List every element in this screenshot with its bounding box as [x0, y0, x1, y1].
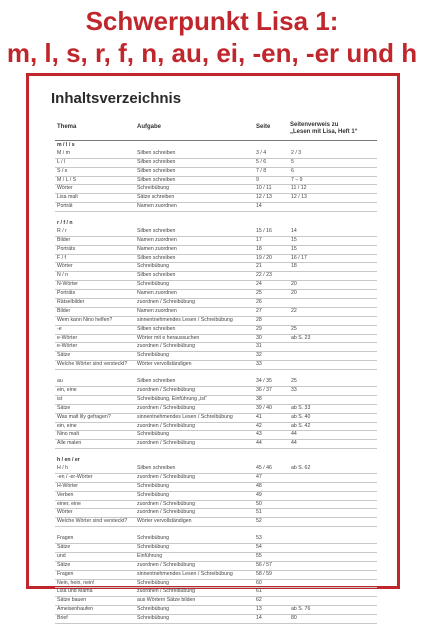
- cell-seite: 36 / 37: [256, 386, 272, 393]
- table-row: [55, 272, 377, 281]
- table-row: [55, 501, 377, 510]
- section-heading: [55, 142, 377, 150]
- cell-seite: 62: [256, 597, 262, 604]
- worksheet-header: [0, 0, 424, 70]
- cell-verweis: 44: [291, 431, 297, 438]
- cell-seite: 26: [256, 299, 262, 306]
- cell-seite: 29: [256, 325, 262, 332]
- table-row: [55, 177, 377, 186]
- column-header-seitenverweis: [290, 122, 358, 136]
- table-row: [55, 352, 377, 361]
- cell-thema: Bilder: [57, 307, 71, 314]
- cell-seite: 9: [256, 176, 259, 183]
- cell-thema: Nino malt: [57, 431, 79, 438]
- cell-thema: au: [57, 378, 63, 385]
- cell-thema: r / f / n: [57, 220, 73, 227]
- cell-aufgabe: Silben schreiben: [137, 325, 176, 332]
- cell-thema: N-Wörter: [57, 281, 79, 288]
- table-row: [55, 299, 377, 308]
- cell-aufgabe: sinnentnehmendes Lesen / Schreibübung: [137, 570, 233, 577]
- table-row: [55, 378, 377, 387]
- cell-verweis: 20: [291, 290, 297, 297]
- cell-seite: 47: [256, 473, 262, 480]
- cell-seite: 32: [256, 352, 262, 359]
- cell-thema: e-Wörter: [57, 343, 78, 350]
- column-header-aufgabe: Aufgabe: [137, 124, 161, 130]
- cell-aufgabe: Sätze schreiben: [137, 194, 175, 201]
- cell-seite: 12 / 13: [256, 194, 272, 201]
- cell-aufgabe: Wörter vervollständigen: [137, 361, 192, 368]
- table-row: [55, 544, 377, 553]
- cell-aufgabe: Namen zuordnen: [137, 245, 177, 252]
- cell-verweis: 25: [291, 378, 297, 385]
- column-header-seite: Seite: [256, 124, 271, 130]
- table-row: [55, 474, 377, 483]
- cell-seite: 7 / 8: [256, 167, 267, 174]
- cell-seite: 10 / 11: [256, 185, 272, 192]
- cell-seite: 52: [256, 518, 262, 525]
- cell-aufgabe: Schreibübung: [137, 535, 170, 542]
- section-heading: [55, 457, 377, 465]
- cell-verweis: 5: [291, 158, 294, 165]
- cell-verweis: 80: [291, 615, 297, 622]
- table-row: [55, 606, 377, 615]
- cell-seite: 45 / 46: [256, 464, 272, 471]
- cell-thema: h / en / er: [57, 457, 80, 464]
- cell-aufgabe: Silben schreiben: [137, 158, 176, 165]
- cell-aufgabe: Silben schreiben: [137, 167, 176, 174]
- cell-seite: 43: [256, 431, 262, 438]
- table-row: [55, 465, 377, 474]
- cell-thema: m / l / s: [57, 142, 75, 148]
- table-row: [55, 440, 377, 449]
- cell-thema: ist: [57, 395, 63, 402]
- cell-aufgabe: Namen zuordnen: [137, 307, 177, 314]
- cell-aufgabe: Silben schreiben: [137, 464, 176, 471]
- cell-thema: S / s: [57, 167, 68, 174]
- cell-seite: 58 / 59: [256, 570, 272, 577]
- table-row: [55, 361, 377, 370]
- cell-thema: Sätze: [57, 543, 71, 550]
- cell-seite: 21: [256, 263, 262, 270]
- cell-thema: Was malt lily gefragen?: [57, 413, 111, 420]
- cell-seite: 53: [256, 535, 262, 542]
- header-divider: [55, 140, 377, 141]
- table-row: [55, 405, 377, 414]
- cell-aufgabe: Silben schreiben: [137, 378, 176, 385]
- cell-thema: Welche Wörter sind versteckt?: [57, 361, 128, 368]
- cell-aufgabe: zuordnen / Schreibübung: [137, 386, 195, 393]
- table-row: [55, 518, 377, 527]
- cell-seite: 19 / 20: [256, 254, 272, 261]
- cell-verweis: 6: [291, 167, 294, 174]
- cell-aufgabe: Schreibübung: [137, 615, 170, 622]
- cell-seite: 13: [256, 606, 262, 613]
- cell-seite: 14: [256, 615, 262, 622]
- table-row: [55, 290, 377, 299]
- cell-thema: L / l: [57, 158, 66, 165]
- column-header-thema: Thema: [57, 124, 77, 130]
- cell-thema: M / L / S: [57, 176, 77, 183]
- cell-aufgabe: Silben schreiben: [137, 272, 176, 279]
- cell-thema: N / n: [57, 272, 68, 279]
- cell-aufgabe: Namen zuordnen: [137, 203, 177, 210]
- cell-aufgabe: Wörter vervollständigen: [137, 518, 192, 525]
- cell-seite: 34 / 35: [256, 378, 272, 385]
- cell-verweis: 14: [291, 227, 297, 234]
- cell-thema: ein, eine: [57, 386, 77, 393]
- cell-seite: 50: [256, 500, 262, 507]
- cell-verweis: ab S. 42: [291, 422, 311, 429]
- table-row: [55, 387, 377, 396]
- table-row: [55, 150, 377, 159]
- cell-thema: H / h: [57, 464, 68, 471]
- table-row: [55, 185, 377, 194]
- cell-thema: R / r: [57, 227, 67, 234]
- cell-thema: ein, eine: [57, 422, 77, 429]
- cell-thema: F / f: [57, 254, 66, 261]
- cell-thema: und: [57, 552, 66, 559]
- cell-seite: 41: [256, 413, 262, 420]
- cell-thema: Sätze bauen: [57, 597, 87, 604]
- cell-aufgabe: Schreibübung: [137, 352, 170, 359]
- cell-thema: Welche Wörter sind versteckt?: [57, 518, 128, 525]
- cell-seite: 39 / 40: [256, 404, 272, 411]
- cell-thema: Verben: [57, 491, 74, 498]
- cell-verweis: 16 / 17: [291, 254, 307, 261]
- cell-thema: Brief: [57, 615, 68, 622]
- cell-seite: 56 / 57: [256, 561, 272, 568]
- cell-aufgabe: Silben schreiben: [137, 227, 176, 234]
- cell-aufgabe: Schreibübung: [137, 579, 170, 586]
- cell-verweis: 15: [291, 245, 297, 252]
- table-row: [55, 535, 377, 544]
- contents-table: [55, 142, 377, 624]
- cell-aufgabe: zuordnen / Schreibübung: [137, 343, 195, 350]
- cell-aufgabe: sinnentnehmendes Lesen / Schreibübung: [137, 316, 233, 323]
- cell-verweis: ab S. 23: [291, 334, 311, 341]
- table-row: [55, 431, 377, 440]
- cell-thema: Alle malen: [57, 440, 82, 447]
- cell-verweis: 20: [291, 281, 297, 288]
- cell-seite: 28: [256, 316, 262, 323]
- cell-seite: 61: [256, 588, 262, 595]
- cell-thema: Rätselbilder: [57, 299, 85, 306]
- table-row: [55, 255, 377, 264]
- table-row: [55, 414, 377, 423]
- cell-aufgabe: Schreibübung: [137, 431, 170, 438]
- cell-aufgabe: Wörter mit e heraussuchen: [137, 334, 200, 341]
- cell-thema: Lisa und Mama: [57, 588, 93, 595]
- section-heading: [55, 220, 377, 228]
- cell-verweis: 7 – 9: [291, 176, 303, 183]
- cell-aufgabe: Schreibübung: [137, 185, 170, 192]
- cell-verweis: ab S. 33: [291, 404, 311, 411]
- table-row: [55, 228, 377, 237]
- cell-thema: Porträt: [57, 203, 73, 210]
- cell-aufgabe: Schreibübung, Einführung „ist“: [137, 395, 208, 402]
- cell-aufgabe: zuordnen / Schreibübung: [137, 473, 195, 480]
- cell-seite: 54: [256, 543, 262, 550]
- table-row: [55, 588, 377, 597]
- cell-verweis: 44: [291, 440, 297, 447]
- cell-seite: 55: [256, 552, 262, 559]
- cell-aufgabe: zuordnen / Schreibübung: [137, 299, 195, 306]
- cell-seite: 42: [256, 422, 262, 429]
- cell-seite: 48: [256, 482, 262, 489]
- cell-thema: H-Wörter: [57, 482, 79, 489]
- cell-thema: Ameisenhaufen: [57, 606, 94, 613]
- cell-thema: Fragen: [57, 535, 74, 542]
- cell-seite: 24: [256, 281, 262, 288]
- table-row: [55, 168, 377, 177]
- column-header-seitenverweis-line-1: Seitenverweis zu: [290, 122, 339, 128]
- table-row: [55, 615, 377, 624]
- cell-seite: 27: [256, 307, 262, 314]
- cell-thema: Sätze: [57, 561, 71, 568]
- cell-aufgabe: Silben schreiben: [137, 254, 176, 261]
- cell-thema: Porträts: [57, 290, 76, 297]
- row-spacer: [55, 370, 377, 378]
- cell-aufgabe: zuordnen / Schreibübung: [137, 422, 195, 429]
- table-row: [55, 246, 377, 255]
- cell-aufgabe: Namen zuordnen: [137, 290, 177, 297]
- cell-seite: 17: [256, 236, 262, 243]
- cell-thema: Wörter: [57, 185, 73, 192]
- row-spacer: [55, 527, 377, 535]
- table-row: [55, 580, 377, 589]
- cell-thema: Bilder: [57, 236, 71, 243]
- cell-thema: Porträts: [57, 245, 76, 252]
- cell-verweis: 18: [291, 263, 297, 270]
- cell-aufgabe: zuordnen / Schreibübung: [137, 588, 195, 595]
- cell-aufgabe: Schreibübung: [137, 606, 170, 613]
- table-row: [55, 492, 377, 501]
- cell-seite: 49: [256, 491, 262, 498]
- cell-aufgabe: Einführung: [137, 552, 163, 559]
- cell-verweis: 33: [291, 386, 297, 393]
- table-row: [55, 203, 377, 212]
- cell-seite: 14: [256, 203, 262, 210]
- row-spacer: [55, 449, 377, 457]
- cell-aufgabe: zuordnen / Schreibübung: [137, 404, 195, 411]
- table-row: [55, 194, 377, 203]
- table-row: [55, 263, 377, 272]
- cell-thema: Fragen: [57, 570, 74, 577]
- cell-seite: 33: [256, 361, 262, 368]
- cell-aufgabe: Schreibübung: [137, 482, 170, 489]
- cell-aufgabe: Schreibübung: [137, 281, 170, 288]
- cell-seite: 5 / 6: [256, 158, 267, 165]
- header-title-line-1: Schwerpunkt Lisa 1:: [85, 6, 339, 36]
- cell-aufgabe: zuordnen / Schreibübung: [137, 500, 195, 507]
- cell-aufgabe: sinnentnehmendes Lesen / Schreibübung: [137, 413, 233, 420]
- row-spacer: [55, 212, 377, 220]
- cell-aufgabe: zuordnen / Schreibübung: [137, 509, 195, 516]
- cell-seite: 51: [256, 509, 262, 516]
- cell-seite: 60: [256, 579, 262, 586]
- cell-thema: Sätze: [57, 352, 71, 359]
- cell-thema: M / m: [57, 149, 70, 156]
- cell-aufgabe: Namen zuordnen: [137, 236, 177, 243]
- cell-seite: 22 / 23: [256, 272, 272, 279]
- cell-aufgabe: Silben schreiben: [137, 176, 176, 183]
- column-header-seitenverweis-line-2: „Lesen mit Lisa, Heft 1“: [290, 129, 358, 135]
- cell-verweis: 12 / 13: [291, 194, 307, 201]
- cell-aufgabe: Schreibübung: [137, 543, 170, 550]
- cell-thema: Sätze: [57, 404, 71, 411]
- table-row: [55, 553, 377, 562]
- table-row: [55, 423, 377, 432]
- cell-seite: 25: [256, 290, 262, 297]
- table-row: [55, 326, 377, 335]
- cell-verweis: ab S. 62: [291, 464, 311, 471]
- table-row: [55, 308, 377, 317]
- cell-seite: 44: [256, 440, 262, 447]
- cell-verweis: 11 / 12: [291, 185, 307, 192]
- table-row: [55, 317, 377, 326]
- cell-thema: Wörter: [57, 509, 73, 516]
- cell-seite: 18: [256, 245, 262, 252]
- cell-verweis: 22: [291, 307, 297, 314]
- header-title-line-2: m, l, s, r, f, n, au, ei, -en, -er und h: [6, 38, 418, 68]
- cell-aufgabe: Schreibübung: [137, 263, 170, 270]
- cell-seite: 38: [256, 395, 262, 402]
- cell-verweis: 25: [291, 325, 297, 332]
- table-row: [55, 562, 377, 571]
- table-row: [55, 281, 377, 290]
- cell-seite: 3 / 4: [256, 149, 267, 156]
- cell-thema: -e: [57, 325, 62, 332]
- cell-seite: 15 / 16: [256, 227, 272, 234]
- cell-aufgabe: aus Wörtern Sätze bilden: [137, 597, 196, 604]
- table-row: [55, 597, 377, 606]
- page-title: Inhaltsverzeichnis: [51, 90, 182, 107]
- table-row: [55, 396, 377, 405]
- cell-verweis: 15: [291, 236, 297, 243]
- cell-aufgabe: Schreibübung: [137, 491, 170, 498]
- cell-verweis: ab S. 40: [291, 413, 311, 420]
- cell-verweis: ab S. 76: [291, 606, 311, 613]
- cell-thema: e-Wörter: [57, 334, 78, 341]
- cell-seite: 31: [256, 343, 262, 350]
- table-row: [55, 509, 377, 518]
- cell-thema: Wem kann Nino helfen?: [57, 316, 113, 323]
- cell-seite: 30: [256, 334, 262, 341]
- cell-aufgabe: Silben schreiben: [137, 149, 176, 156]
- table-row: [55, 483, 377, 492]
- cell-thema: -en / -er-Wörter: [57, 473, 93, 480]
- cell-thema: Lisa malt: [57, 194, 78, 201]
- cell-thema: Nein, hein, nein!: [57, 579, 95, 586]
- cell-thema: Wörter: [57, 263, 73, 270]
- table-row: [55, 237, 377, 246]
- table-row: [55, 159, 377, 168]
- table-row: [55, 343, 377, 352]
- cell-thema: einer, eine: [57, 500, 81, 507]
- cell-aufgabe: zuordnen / Schreibübung: [137, 561, 195, 568]
- cell-verweis: 2 / 3: [291, 149, 302, 156]
- table-row: [55, 571, 377, 580]
- table-row: [55, 335, 377, 344]
- contents-page: [26, 73, 400, 622]
- cell-aufgabe: zuordnen / Schreibübung: [137, 440, 195, 447]
